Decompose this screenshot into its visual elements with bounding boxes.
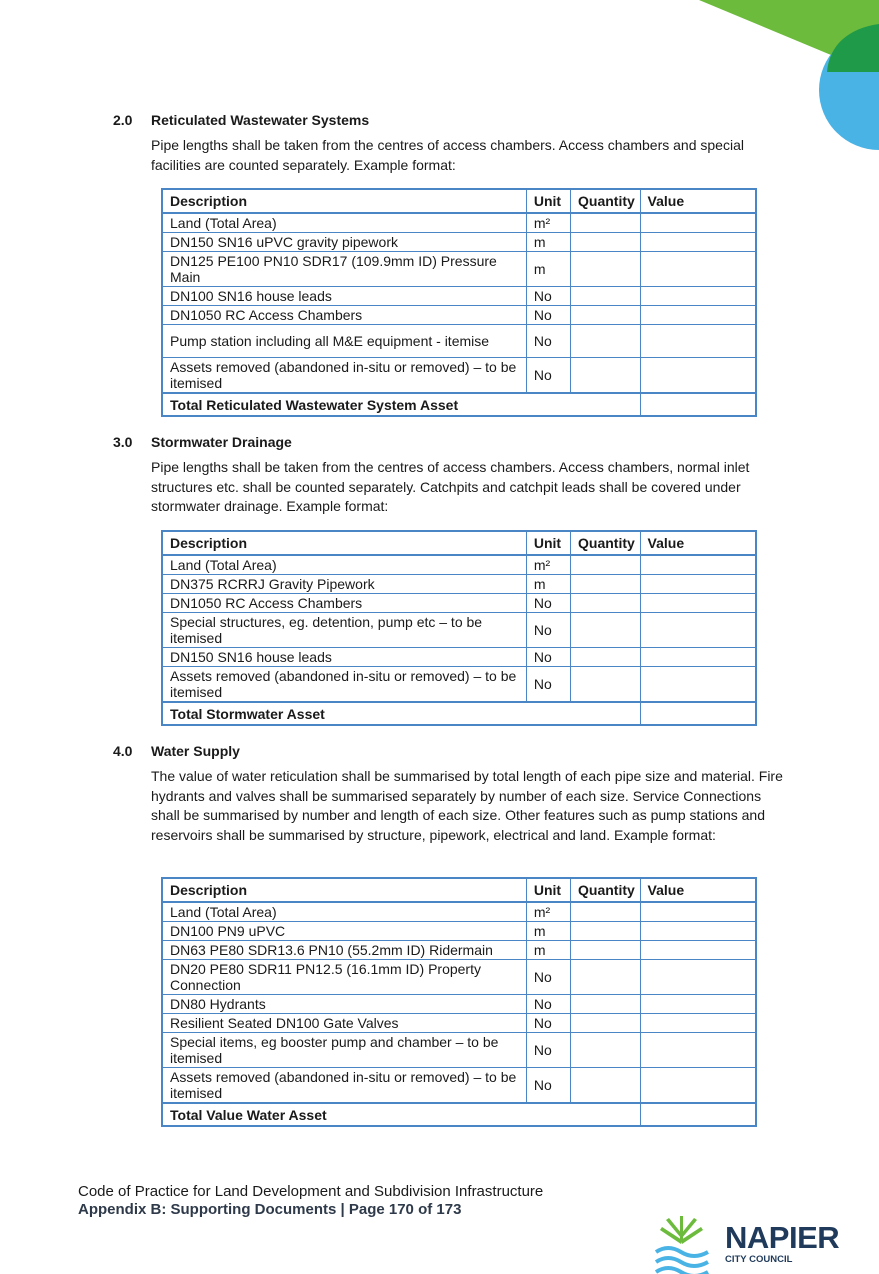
unit-cell: m² <box>526 555 570 575</box>
quantity-cell <box>571 1014 641 1033</box>
column-header: Quantity <box>571 189 641 213</box>
total-value-cell <box>640 702 756 725</box>
section-paragraph: Pipe lengths shall be taken from the centres of access chambers. Access chambers and special facilities are counted separately. Example format: <box>151 137 744 173</box>
value-cell <box>640 575 756 594</box>
table-row <box>162 233 756 252</box>
quantity-cell <box>571 995 641 1014</box>
unit-cell: No <box>526 358 570 394</box>
column-header: Value <box>640 189 756 213</box>
quantity-cell <box>571 960 641 995</box>
description-cell: Assets removed (abandoned in-situ or removed) – to be itemised <box>162 667 526 703</box>
unit-cell: No <box>526 648 570 667</box>
quantity-cell <box>571 287 641 306</box>
description-cell: DN150 SN16 uPVC gravity pipework <box>162 233 526 252</box>
table-row <box>162 213 756 233</box>
table-row <box>162 287 756 306</box>
stormwater-table <box>161 530 757 726</box>
value-cell <box>640 306 756 325</box>
table-header-row <box>162 189 756 213</box>
quantity-cell <box>571 213 641 233</box>
section-paragraph: The value of water reticulation shall be summarised by total length of each pipe size and material. Fire hydrants and valves shall be summarised separately by number of each size. Service Connections shall be summarised by number and length of each size. Other features such as pump stations and reservoirs shall be summarised by structure, pipework, electrical and land. Example format: <box>151 768 783 843</box>
unit-cell: No <box>526 613 570 648</box>
quantity-cell <box>571 594 641 613</box>
table-row <box>162 902 756 922</box>
unit-cell: No <box>526 995 570 1014</box>
footer-document-title: Code of Practice for Land Development and Subdivision Infrastructure <box>78 1183 544 1200</box>
description-cell: DN125 PE100 PN10 SDR17 (109.9mm ID) Pressure Main <box>162 252 526 287</box>
wastewater-table <box>161 188 757 417</box>
table-row <box>162 995 756 1014</box>
section-number: 4.0 <box>113 743 133 759</box>
value-cell <box>640 902 756 922</box>
value-cell <box>640 995 756 1014</box>
value-cell <box>640 233 756 252</box>
column-header: Description <box>162 189 526 213</box>
unit-cell: No <box>526 306 570 325</box>
value-cell <box>640 960 756 995</box>
description-cell: DN100 PN9 uPVC <box>162 922 526 941</box>
quantity-cell <box>571 902 641 922</box>
description-cell: Land (Total Area) <box>162 213 526 233</box>
unit-cell: m² <box>526 213 570 233</box>
unit-cell: m <box>526 575 570 594</box>
unit-cell: No <box>526 667 570 703</box>
column-header: Unit <box>526 531 570 555</box>
unit-cell: No <box>526 1068 570 1104</box>
table-row <box>162 358 756 394</box>
table-row <box>162 1068 756 1104</box>
value-cell <box>640 287 756 306</box>
column-header: Unit <box>526 878 570 902</box>
value-cell <box>640 667 756 703</box>
page-footer <box>78 1183 543 1218</box>
quantity-cell <box>571 648 641 667</box>
quantity-cell <box>571 941 641 960</box>
unit-cell: m² <box>526 902 570 922</box>
column-header: Value <box>640 531 756 555</box>
description-cell: Resilient Seated DN100 Gate Valves <box>162 1014 526 1033</box>
quantity-cell <box>571 1068 641 1104</box>
value-cell <box>640 213 756 233</box>
table-row <box>162 325 756 358</box>
description-cell: DN150 SN16 house leads <box>162 648 526 667</box>
value-cell <box>640 648 756 667</box>
description-cell: DN100 SN16 house leads <box>162 287 526 306</box>
logo-subtitle: CITY COUNCIL <box>725 1254 793 1265</box>
description-cell: DN1050 RC Access Chambers <box>162 306 526 325</box>
section-number: 2.0 <box>113 112 133 128</box>
value-cell <box>640 941 756 960</box>
description-cell: Land (Total Area) <box>162 555 526 575</box>
description-cell: Special structures, eg. detention, pump etc – to be itemised <box>162 613 526 648</box>
quantity-cell <box>571 325 641 358</box>
quantity-cell <box>571 575 641 594</box>
quantity-cell <box>571 1033 641 1068</box>
unit-cell: m <box>526 252 570 287</box>
table-row <box>162 252 756 287</box>
table-row <box>162 648 756 667</box>
table-row <box>162 941 756 960</box>
table-row <box>162 667 756 703</box>
total-label-cell: Total Stormwater Asset <box>162 702 640 725</box>
quantity-cell <box>571 922 641 941</box>
section-title: Stormwater Drainage <box>151 434 292 450</box>
column-header: Value <box>640 878 756 902</box>
unit-cell: No <box>526 1014 570 1033</box>
unit-cell: m <box>526 233 570 252</box>
description-cell: DN20 PE80 SDR11 PN12.5 (16.1mm ID) Property Connection <box>162 960 526 995</box>
water-supply-table <box>161 877 757 1127</box>
logo-name: NAPIER <box>725 1220 840 1255</box>
section-title: Water Supply <box>151 743 240 759</box>
table-row <box>162 575 756 594</box>
table-header-row <box>162 531 756 555</box>
description-cell: DN375 RCRRJ Gravity Pipework <box>162 575 526 594</box>
footer-page-info: Appendix B: Supporting Documents | Page 170 of 173 <box>78 1201 462 1218</box>
value-cell <box>640 594 756 613</box>
table-header-row <box>162 878 756 902</box>
section-heading <box>113 434 813 450</box>
section-heading <box>113 112 813 128</box>
logo-text <box>725 1222 839 1265</box>
description-cell: Pump station including all M&E equipment - itemise <box>162 325 526 358</box>
table-row <box>162 1033 756 1068</box>
value-cell <box>640 922 756 941</box>
total-label-cell: Total Value Water Asset <box>162 1103 640 1126</box>
quantity-cell <box>571 233 641 252</box>
section-heading <box>113 743 813 759</box>
quantity-cell <box>571 252 641 287</box>
table-row <box>162 613 756 648</box>
quantity-cell <box>571 555 641 575</box>
logo-mark <box>660 1216 703 1244</box>
quantity-cell <box>571 613 641 648</box>
description-cell: DN80 Hydrants <box>162 995 526 1014</box>
unit-cell: m <box>526 941 570 960</box>
section-wastewater <box>113 112 813 175</box>
description-cell: Assets removed (abandoned in-situ or removed) – to be itemised <box>162 358 526 394</box>
column-header: Quantity <box>571 531 641 555</box>
table-row <box>162 960 756 995</box>
description-cell: Assets removed (abandoned in-situ or removed) – to be itemised <box>162 1068 526 1104</box>
section-stormwater <box>113 434 813 517</box>
unit-cell: m <box>526 922 570 941</box>
section-number: 3.0 <box>113 434 133 450</box>
table-row <box>162 1014 756 1033</box>
value-cell <box>640 252 756 287</box>
value-cell <box>640 325 756 358</box>
description-cell: DN63 PE80 SDR13.6 PN10 (55.2mm ID) Ridermain <box>162 941 526 960</box>
unit-cell: No <box>526 325 570 358</box>
table-row <box>162 594 756 613</box>
table-total-row <box>162 393 756 416</box>
unit-cell: No <box>526 594 570 613</box>
section-water-supply <box>113 743 813 845</box>
description-cell: Special items, eg booster pump and chamber – to be itemised <box>162 1033 526 1068</box>
column-header: Quantity <box>571 878 641 902</box>
quantity-cell <box>571 358 641 394</box>
table-total-row <box>162 702 756 725</box>
quantity-cell <box>571 306 641 325</box>
value-cell <box>640 613 756 648</box>
table-row <box>162 922 756 941</box>
section-paragraph: Pipe lengths shall be taken from the centres of access chambers. Access chambers, normal inlet structures etc. shall be counted separately. Catchpits and catchpit leads shall be covered under stormwater drainage. Example format: <box>151 459 750 514</box>
table-row <box>162 306 756 325</box>
table-row <box>162 555 756 575</box>
description-cell: Land (Total Area) <box>162 902 526 922</box>
unit-cell: No <box>526 960 570 995</box>
value-cell <box>640 555 756 575</box>
total-label-cell: Total Reticulated Wastewater System Asset <box>162 393 640 416</box>
total-value-cell <box>640 393 756 416</box>
value-cell <box>640 1014 756 1033</box>
column-header: Description <box>162 878 526 902</box>
logo-waves <box>656 1248 708 1274</box>
section-title: Reticulated Wastewater Systems <box>151 112 370 128</box>
quantity-cell <box>571 667 641 703</box>
total-value-cell <box>640 1103 756 1126</box>
table-total-row <box>162 1103 756 1126</box>
unit-cell: No <box>526 287 570 306</box>
column-header: Unit <box>526 189 570 213</box>
value-cell <box>640 1068 756 1104</box>
description-cell: DN1050 RC Access Chambers <box>162 594 526 613</box>
value-cell <box>640 1033 756 1068</box>
column-header: Description <box>162 531 526 555</box>
unit-cell: No <box>526 1033 570 1068</box>
value-cell <box>640 358 756 394</box>
